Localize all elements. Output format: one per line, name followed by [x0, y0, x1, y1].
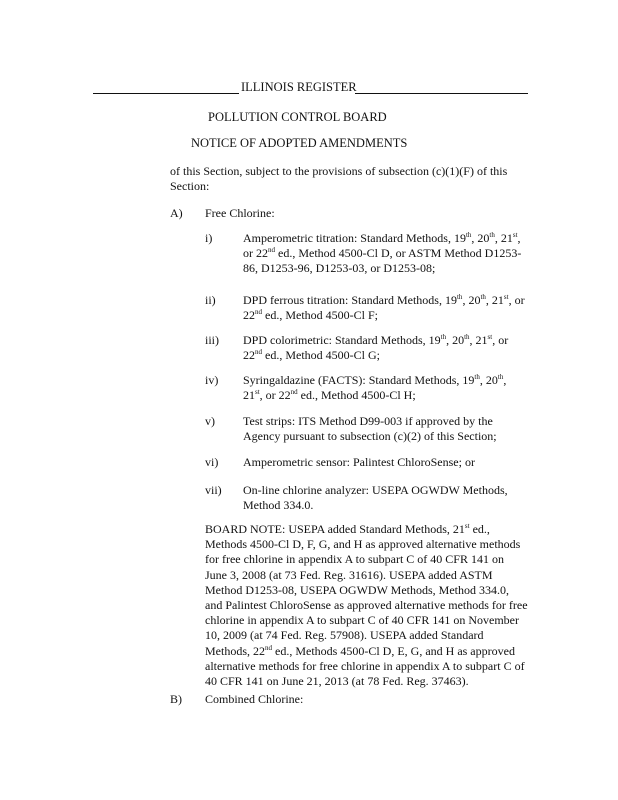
text-line: DPD colorimetric: Standard Methods, 19th, 20th, 21st, or [243, 333, 509, 347]
item-text [243, 333, 533, 363]
register-title: ILLINOIS REGISTER [241, 80, 357, 94]
text-line: BOARD NOTE: USEPA added Standard Methods, 21st ed., [205, 522, 490, 536]
item-number: v) [205, 414, 215, 428]
item-number: ii) [205, 293, 216, 307]
text-line: DPD ferrous titration: Standard Methods, 19th, 20th, 21st, or [243, 293, 525, 307]
header-rule-right [355, 93, 528, 94]
intro-line: Section: [170, 179, 210, 194]
item-text [243, 373, 533, 403]
text-line: 22nd ed., Method 4500-Cl G; [243, 348, 380, 363]
item-number: i) [205, 231, 213, 245]
text-line: Methods 4500-Cl D, F, G, and H as approved alternative methods [205, 537, 521, 552]
text-line: 21st, or 22nd ed., Method 4500-Cl H; [243, 388, 416, 403]
intro-paragraph [170, 164, 530, 194]
text-line: and Palintest ChloroSense as approved alternative methods for free [205, 598, 528, 613]
text-line: Amperometric sensor: Palintest ChloroSense; or [243, 455, 475, 469]
text-line: On-line chlorine analyzer: USEPA OGWDW Methods, [243, 483, 508, 497]
section-b-label: B) [170, 692, 182, 706]
text-line: Syringaldazine (FACTS): Standard Methods, 19th, 20th, [243, 373, 507, 387]
item-number: iii) [205, 333, 219, 347]
item-number: vi) [205, 455, 219, 469]
section-a-title: Free Chlorine: [205, 206, 275, 220]
text-line: for free chlorine in appendix A to subpart C of 40 CFR 141 on [205, 552, 504, 567]
item-number: iv) [205, 373, 219, 387]
board-note [205, 522, 535, 689]
item-text [243, 483, 533, 513]
text-line: Amperometric titration: Standard Methods, 19th, 20th, 21st, [243, 231, 521, 245]
text-line: chlorine in appendix A to subpart C of 40 CFR 141 on November [205, 613, 519, 628]
text-line: Agency pursuant to subsection (c)(2) of this Section; [243, 429, 497, 444]
item-text [243, 231, 533, 277]
header-rule-left [93, 93, 239, 94]
text-line: 86, D1253-96, D1253-03, or D1253-08; [243, 261, 436, 276]
item-number: vii) [205, 483, 222, 497]
item-text [243, 293, 533, 323]
text-line: Method D1253-08, USEPA OGWDW Methods, Method 334.0, [205, 582, 510, 597]
intro-line: of this Section, subject to the provisions of subsection (c)(1)(F) of this [170, 164, 508, 178]
section-a-label: A) [170, 206, 183, 220]
section-b-title: Combined Chlorine: [205, 692, 304, 706]
board-title: POLLUTION CONTROL BOARD [208, 110, 387, 124]
text-line: 10, 2009 (at 74 Fed. Reg. 57908). USEPA added Standard [205, 628, 484, 643]
text-line: 40 CFR 141 on June 21, 2013 (at 78 Fed. Reg. 37463). [205, 674, 469, 689]
text-line: Method 334.0. [243, 498, 314, 513]
text-line: 22nd ed., Method 4500-Cl F; [243, 308, 378, 323]
notice-title: NOTICE OF ADOPTED AMENDMENTS [191, 136, 408, 150]
text-line: Test strips: ITS Method D99-003 if approved by the [243, 414, 493, 428]
text-line: June 3, 2008 (at 73 Fed. Reg. 31616). USEPA added ASTM [205, 567, 493, 582]
text-line: Methods, 22nd ed., Methods 4500-Cl D, E, G, and H as approved [205, 643, 515, 658]
item-text [243, 414, 533, 444]
item-text [243, 455, 533, 470]
text-line: alternative methods for free chlorine in appendix A to subpart C of [205, 658, 525, 673]
text-line: or 22nd ed., Method 4500-Cl D, or ASTM Method D1253- [243, 246, 522, 261]
